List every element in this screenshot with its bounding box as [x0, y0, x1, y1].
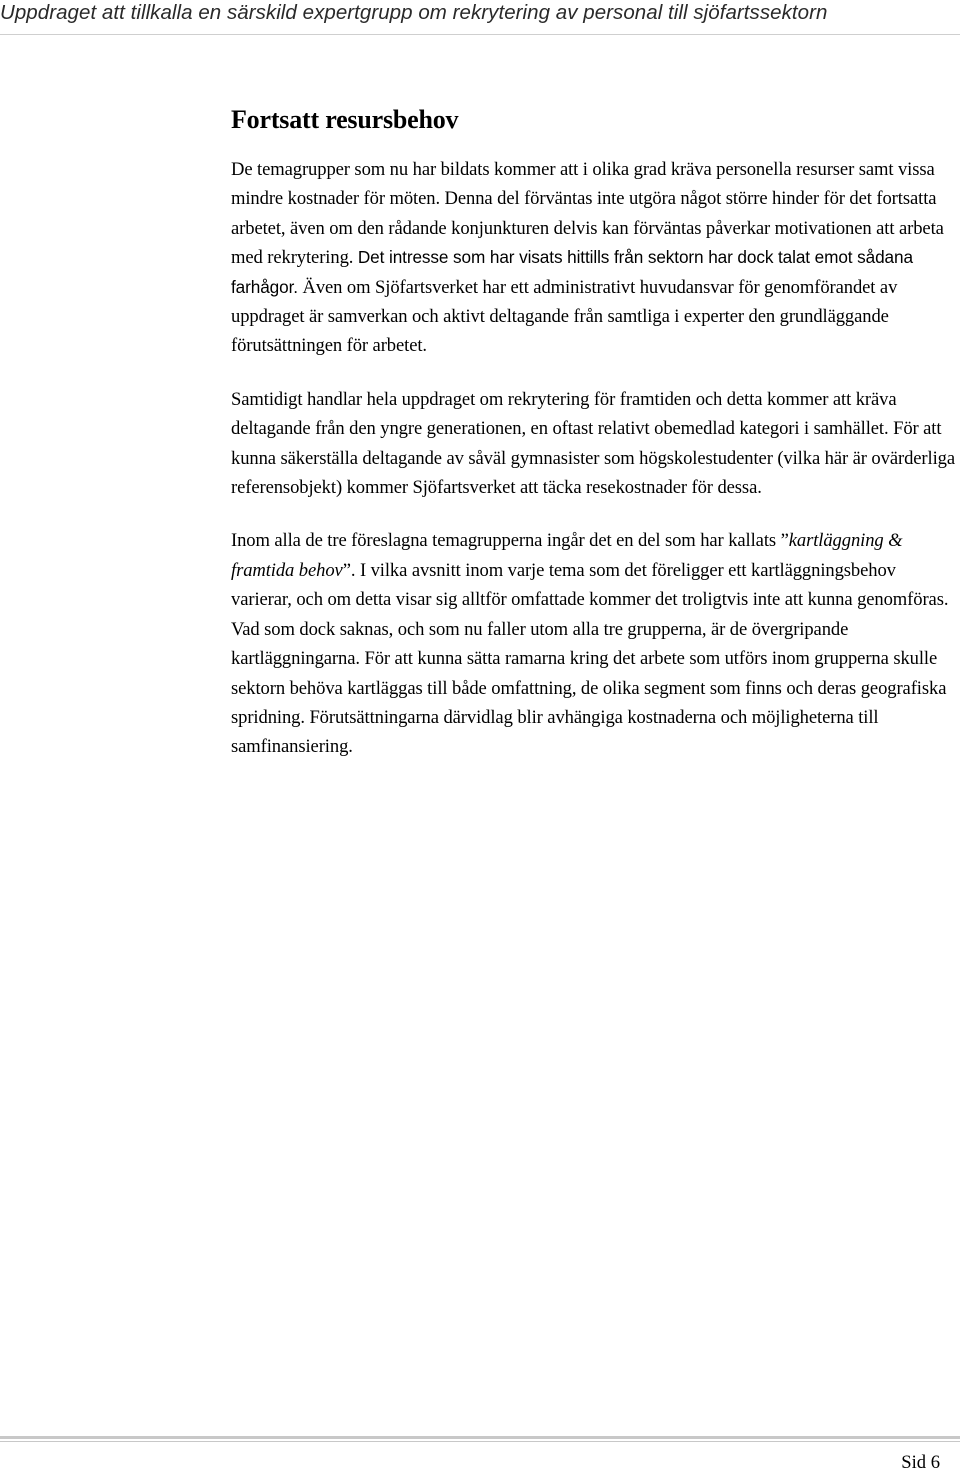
- section-heading: Fortsatt resursbehov: [231, 105, 459, 134]
- footer-divider: [0, 1436, 960, 1439]
- page-footer: [0, 1436, 960, 1475]
- paragraph-text: Även om Sjöfartsverket har ett administrativt huvudansvar för genomförandet av uppdraget är samverkan och aktivt deltagande från samtliga i experter den grundläggande förutsättningen för arbetet.: [231, 276, 898, 357]
- paragraph-mapping: [231, 526, 955, 761]
- page-number: Sid 6: [901, 1452, 940, 1473]
- header-divider: [0, 34, 960, 35]
- paragraph-resource-needs: [231, 155, 955, 361]
- document-running-title: Uppdraget att tillkalla en särskild expertgrupp om rekrytering av personal till sjöfartssektorn: [0, 1, 828, 24]
- page-content: [231, 100, 955, 762]
- footer-divider-thin: [0, 1441, 960, 1442]
- paragraph-text: Inom alla de tre föreslagna temagrupperna ingår det en del som har kallats ”: [231, 530, 789, 552]
- running-header: [0, 0, 960, 36]
- paragraph-italic-term: kartläggning & framtida behov: [231, 530, 903, 581]
- paragraph-text: De temagrupper som nu har bildats kommer att i olika grad kräva personella resurser samt vissa mindre kostnader för möten. Denna del förväntas inte utgöra något större hinder för det fortsatta arbetet, även om den rådande konjunkturen delvis kan förväntas påverkar motivationen att arbeta med rekrytering.: [231, 159, 944, 269]
- paragraph-text-sans: Det intresse som har visats hittills från sektorn har dock talat emot sådana farhågor.: [231, 247, 913, 297]
- paragraph-text: ”. I vilka avsnitt inom varje tema som det föreligger ett kartläggningsbehov varierar, och om detta visar sig alltför omfattade kommer det troligtvis inte att kunna genomföras. Vad som dock saknas, och som nu faller utom alla tre grupperna, är de övergripande kartläggningarna. För att kunna sätta ramarna kring det arbete som utförs inom grupperna skulle sektorn behöva kartläggas till både omfattning, de olika segment som finns och deras geografiska spridning. Förutsättningarna därvidlag blir avhängiga kostnaderna och möjligheterna till samfinansiering.: [231, 559, 949, 758]
- paragraph-text: Samtidigt handlar hela uppdraget om rekrytering för framtiden och detta kommer att kräva deltagande från den yngre generationen, en oftast relativt obemedlad kategori i samhället. För att kunna säkerställa deltagande av såväl gymnasister som högskolestudenter (vilka här är ovärderliga referensobjekt) kommer Sjöfartsverket att täcka resekostnader för dessa.: [231, 388, 955, 499]
- paragraph-travel-costs: [231, 385, 955, 503]
